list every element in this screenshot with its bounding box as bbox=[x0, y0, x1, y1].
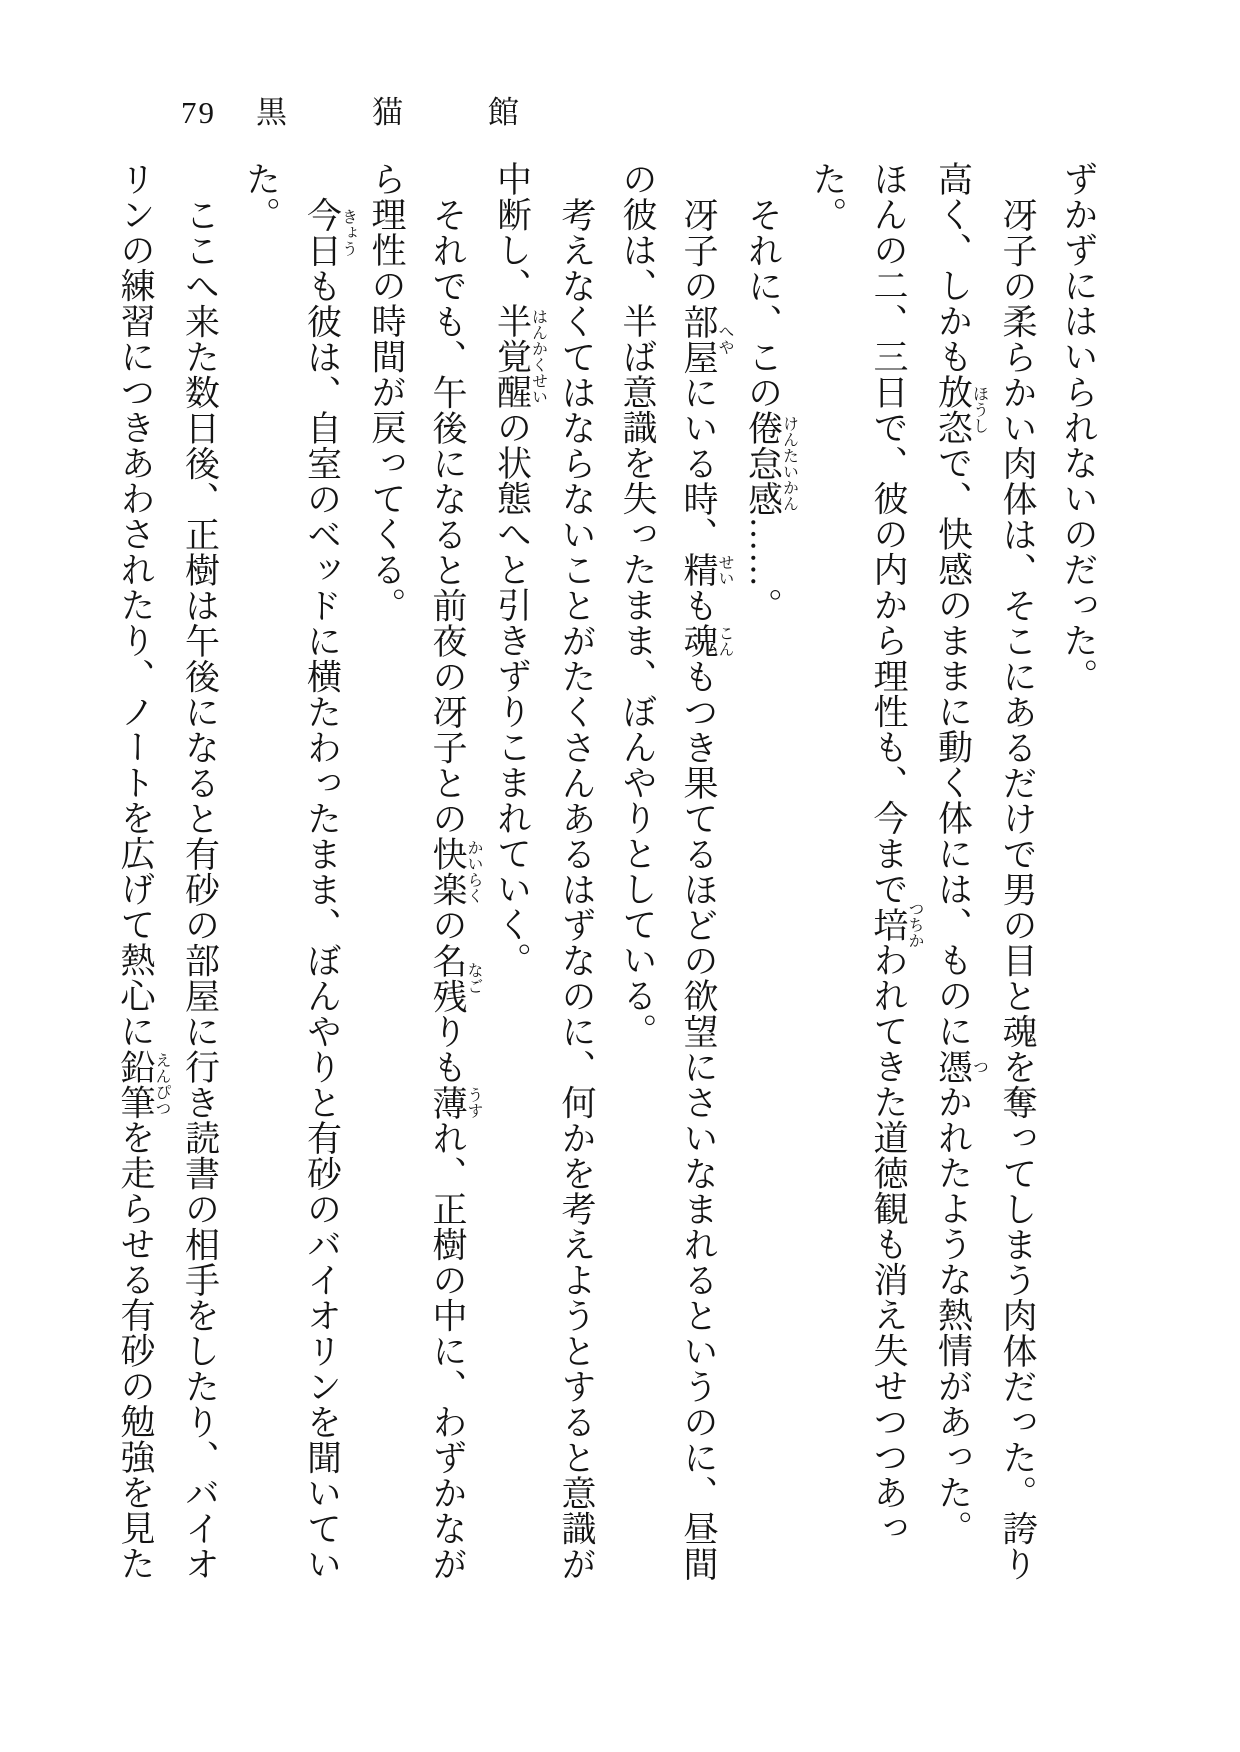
ruby-annotated-word: 倦怠感けんたいかん bbox=[743, 410, 798, 517]
text-column: ら理性の時間が戻ってくる。 bbox=[367, 161, 406, 623]
furigana: こん bbox=[716, 623, 733, 659]
ruby-annotated-word: 放恣ほうし bbox=[933, 374, 988, 445]
ruby-annotated-word: 培つちか bbox=[869, 900, 923, 949]
page-number: 79 bbox=[181, 95, 216, 130]
ruby-annotated-word: 今日きょう bbox=[302, 197, 357, 268]
text-column: 今日きょうも彼は、自室のベッドに横たわったまま、ぼんやりと有砂のバイオリンを聞いてい bbox=[302, 197, 357, 1582]
text-column: ここへ来た数日後、正樹は午後になると有砂の部屋に行き読書の相手をしたり、バイオ bbox=[180, 197, 220, 1582]
furigana: ほうし bbox=[970, 374, 988, 445]
ruby-annotated-word: 快楽かいらく bbox=[428, 836, 482, 907]
furigana: うす bbox=[465, 1084, 482, 1120]
body-text bbox=[105, 161, 1109, 1596]
furigana: なご bbox=[465, 942, 482, 1014]
furigana: へや bbox=[716, 303, 733, 375]
text-column: それでも、午後になると前夜の冴子との快楽かいらくの名残なごりも薄うすれ、正樹の中に、わずかなが bbox=[428, 197, 482, 1582]
text-column: リンの練習につきあわされたり、ノートを広げて熱心に鉛筆えんぴつを走らせる有砂の勉強を見た bbox=[116, 161, 170, 1581]
furigana: つ bbox=[970, 1048, 988, 1084]
text-column: た。 bbox=[808, 161, 847, 232]
furigana: かいらく bbox=[465, 836, 482, 907]
text-column: た。 bbox=[241, 161, 281, 232]
running-head bbox=[0, 93, 1240, 133]
ruby-annotated-word: 名残なご bbox=[428, 942, 482, 1014]
text-column: それに、この倦怠感けんたいかん……。 bbox=[743, 197, 798, 623]
running-title: 黒 猫 館 bbox=[256, 95, 546, 130]
furigana: けんたいかん bbox=[780, 410, 798, 517]
text-column: 高く、しかも放恣ほうしで、快感のままに動く体には、ものに憑つかれたような熱情があった。 bbox=[933, 161, 988, 1546]
furigana: はんかくせい bbox=[529, 303, 547, 410]
furigana: せい bbox=[716, 552, 733, 588]
furigana: えんぴつ bbox=[153, 1048, 170, 1120]
text-column: 中断し、半覚醒はんかくせいの状態へと引きずりこまれていく。 bbox=[492, 161, 547, 978]
text-column: ほんの二、三日で、彼の内から理性も、今まで培つちかわれてきた道徳観も消え失せつつあっ bbox=[869, 161, 923, 1546]
ruby-annotated-word: 薄うす bbox=[428, 1084, 482, 1120]
ruby-annotated-word: 憑つ bbox=[933, 1048, 988, 1084]
text-column: 考えなくてはならないことがたくさんあるはずなのに、何かを考えようとすると意識が bbox=[557, 197, 596, 1582]
ruby-annotated-word: 鉛筆えんぴつ bbox=[116, 1048, 170, 1120]
text-column: 冴子の部屋へやにいる時、精せいも魂こんもつき果てるほどの欲望にさいなまれるというのに、昼間 bbox=[679, 197, 733, 1582]
ruby-annotated-word: 部屋へや bbox=[679, 303, 733, 375]
ruby-annotated-word: 魂こん bbox=[679, 623, 733, 659]
ruby-annotated-word: 精せい bbox=[679, 552, 733, 588]
text-column: の彼は、半ば意識を失ったまま、ぼんやりとしている。 bbox=[618, 161, 657, 1049]
text-column: ずかずにはいられないのだった。 bbox=[1059, 161, 1098, 694]
ruby-annotated-word: 半覚醒はんかくせい bbox=[492, 303, 547, 410]
furigana: つちか bbox=[906, 900, 923, 949]
furigana: きょう bbox=[339, 197, 357, 268]
text-column: 冴子の柔らかい肉体は、そこにあるだけで男の目と魂を奪ってしまう肉体だった。誇り bbox=[998, 197, 1037, 1582]
